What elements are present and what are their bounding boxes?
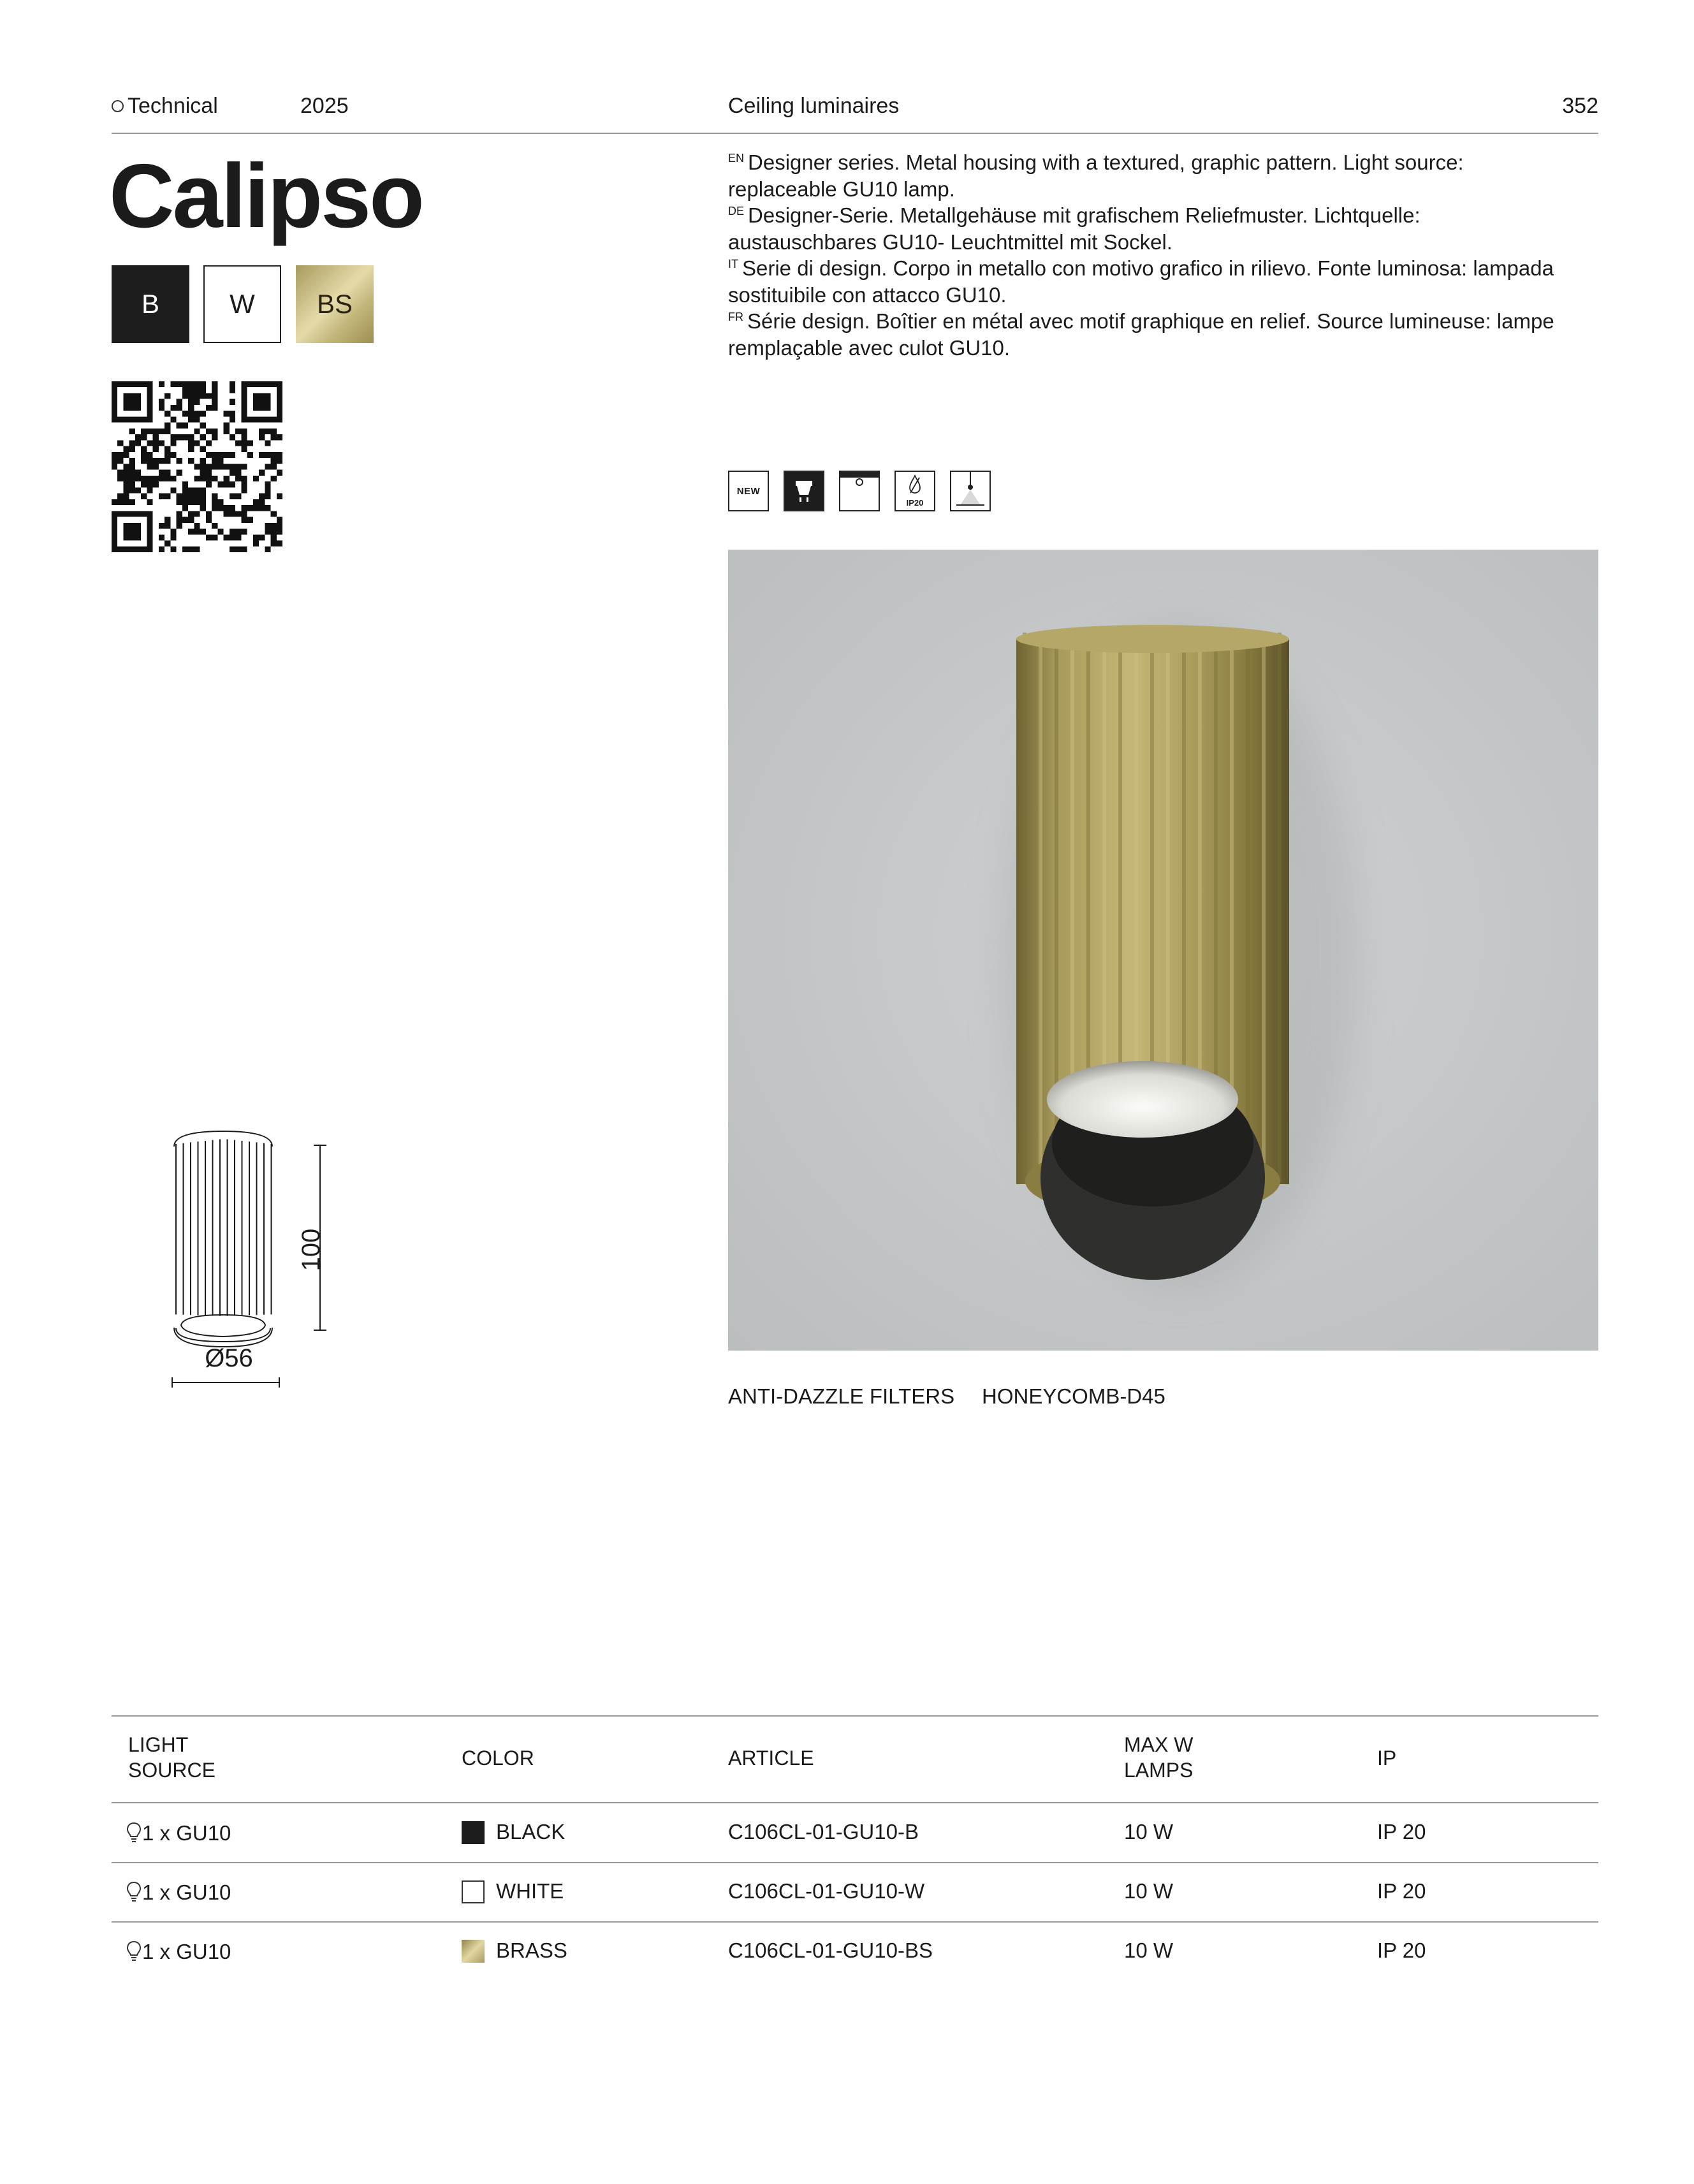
row-article[interactable]: C106CL-01-GU10-BS (728, 1938, 933, 1962)
swatch-brass (462, 1940, 485, 1963)
row-light-source: 1 x GU10 (142, 1940, 231, 1963)
row-max-w: 10 W (1124, 1820, 1174, 1843)
color-chip-black: B (112, 265, 189, 343)
row-color: BLACK (496, 1820, 566, 1843)
swatch-white (462, 1880, 485, 1903)
product-photo (728, 550, 1598, 1351)
row-ip: IP 20 (1377, 1879, 1426, 1903)
row-light-source: 1 x GU10 (142, 1880, 231, 1904)
pendant-light-icon (950, 471, 991, 511)
table-top-rule (112, 1715, 1598, 1717)
table-row-rule (112, 1862, 1598, 1863)
row-max-w: 10 W (1124, 1938, 1174, 1962)
description-fr: $^{FR}$ Série design. Boîtier en métal avec motif graphique en relief. Source lumineuse: lampe remplaçable avec culot GU10. (728, 309, 1554, 360)
header-year: 2025 (300, 94, 349, 118)
page-number: 352 (1562, 94, 1598, 118)
bulb-icon (126, 1821, 142, 1845)
description-en: $^{EN}$ Designer series. Metal housing with a textured, graphic pattern. Light source: replaceable GU10 lamp. (728, 150, 1464, 201)
color-chip-brass: BS (296, 265, 374, 343)
qr-code[interactable] (112, 381, 282, 552)
table-row-rule (112, 1921, 1598, 1923)
ip20-icon (894, 471, 935, 511)
table-row (126, 1880, 231, 1905)
row-max-w: 10 W (1124, 1879, 1174, 1903)
header-max-w: MAX W LAMPS (1124, 1733, 1194, 1782)
header-category: Ceiling luminaires (728, 94, 900, 118)
product-title: Calipso (109, 145, 423, 247)
dimension-drawing (153, 1122, 344, 1390)
description-it: $^{IT}$ Serie di design. Corpo in metallo con motivo grafico in rilievo. Fonte luminosa: lampada sostituibile con attacco GU10. (728, 256, 1554, 307)
bulb-icon (126, 1880, 142, 1905)
fixture-body (1016, 625, 1289, 1280)
header-divider (112, 133, 1598, 134)
header-section (112, 93, 218, 119)
row-light-source: 1 x GU10 (142, 1821, 231, 1845)
swatch-black (462, 1821, 485, 1844)
table-row (126, 1821, 231, 1846)
row-color: BRASS (496, 1938, 567, 1962)
row-article[interactable]: C106CL-01-GU10-W (728, 1879, 925, 1903)
dimension-height: 100 (297, 1228, 325, 1272)
gu10-lamp-icon (784, 471, 824, 511)
qr-code-image (112, 381, 282, 552)
ip20-label: IP20 (906, 498, 924, 508)
table-header-rule (112, 1802, 1598, 1803)
table-row (126, 1939, 231, 1965)
header-ip: IP (1377, 1747, 1397, 1770)
row-ip: IP 20 (1377, 1938, 1426, 1962)
row-ip: IP 20 (1377, 1820, 1426, 1843)
bulb-icon (126, 1940, 142, 1964)
description-block (728, 149, 1595, 361)
section-label: Technical (128, 94, 218, 118)
row-article[interactable]: C106CL-01-GU10-B (728, 1820, 919, 1843)
description-de: $^{DE}$ Designer-Serie. Metallgehäuse mit grafischem Reliefmuster. Lichtquelle: austauschbares GU10- Leuchtmittel mit Sockel. (728, 203, 1420, 254)
accessory-honeycomb[interactable]: HONEYCOMB-D45 (982, 1384, 1165, 1408)
circle-icon (112, 100, 124, 112)
header-light-source: LIGHT SOURCE (128, 1733, 215, 1782)
header-article: ARTICLE (728, 1747, 814, 1770)
header-color: COLOR (462, 1747, 534, 1770)
ceiling-mount-icon (839, 471, 880, 511)
new-badge-icon: NEW (728, 471, 769, 511)
dimension-diameter: Ø56 (205, 1344, 253, 1372)
accessory-anti-dazzle[interactable]: ANTI-DAZZLE FILTERS (728, 1384, 955, 1408)
row-color: WHITE (496, 1879, 564, 1903)
color-chip-white: W (203, 265, 281, 343)
